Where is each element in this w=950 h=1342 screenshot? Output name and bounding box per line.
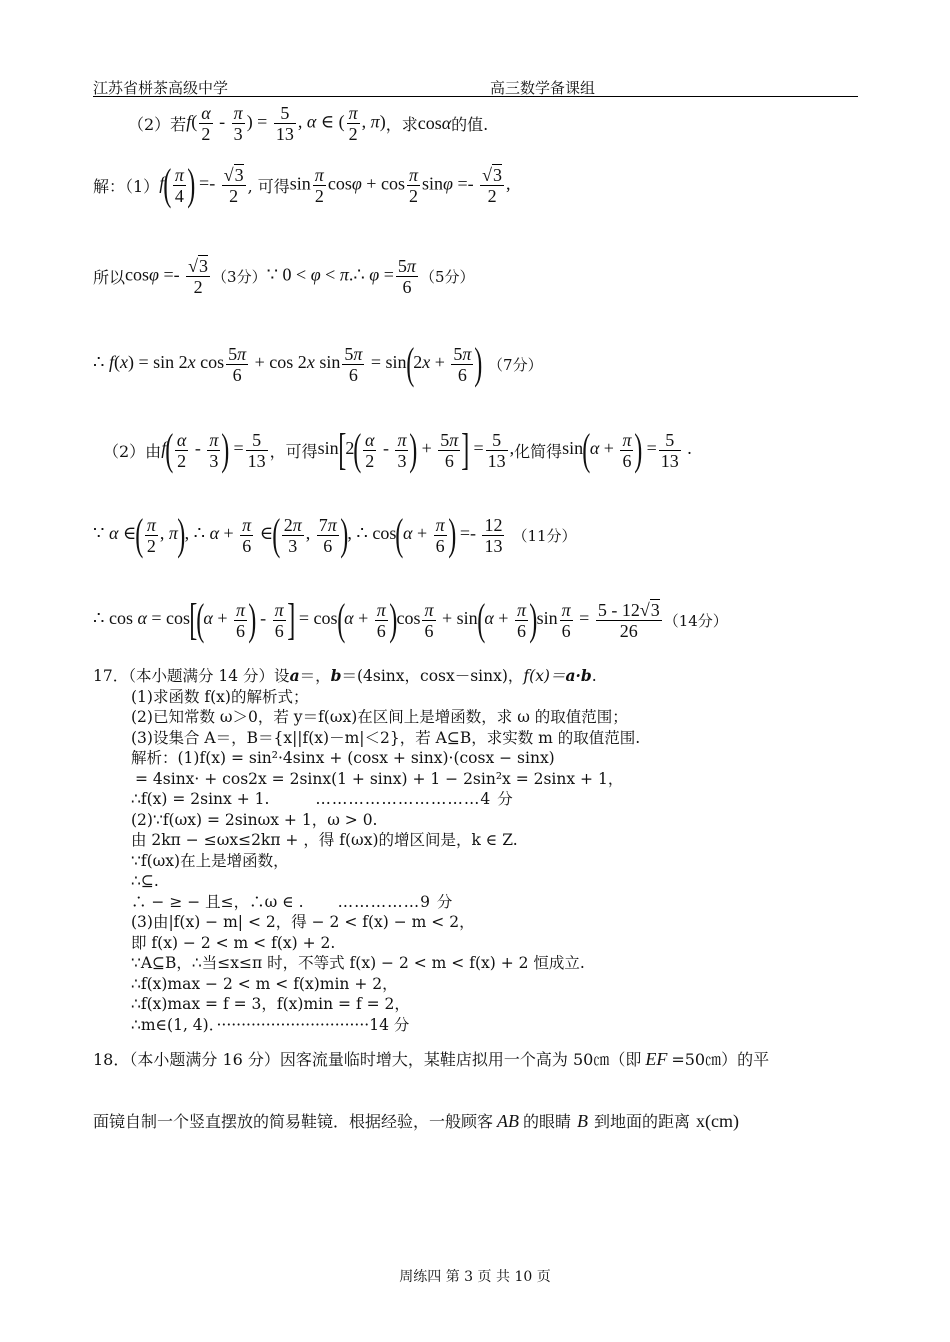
so-label: 所以 — [93, 268, 126, 287]
p17-sol-7: ∴⊆. — [131, 872, 159, 890]
p17-sol-14-dots: ·······························14 分 — [216, 1015, 410, 1034]
problem-17 — [93, 666, 640, 1035]
solution-line-1 — [93, 160, 511, 209]
p17-sol-8-dots: ……………9 分 — [337, 892, 454, 911]
p17-sol-1: 解析：(1)f(x) = sin²·4sinx + (cosx + sinx)·(cosx − sinx) — [131, 749, 555, 767]
p17-sol-14: ∴m∈(1, 4)． — [131, 1015, 217, 1034]
q2-formula: f( $\frac{\alpha}{2}$ - $\frac{\pi}{3}$ ) = $\frac{5}{13}$ , α ∈ ( $\frac{\pi}{2}$ , π) — [186, 103, 386, 144]
p17-item-1: (1)求函数 f(x)的解析式； — [131, 687, 309, 706]
header-group: 高三数学备课组 — [490, 79, 596, 97]
p17-sol-14-line — [131, 1015, 640, 1036]
solution-get: , 可得 — [247, 176, 290, 196]
cos-alpha-formula: ∴ cos α = cos[(α + $\frac{\pi}{6}$ ) - $\frac{\pi}{6}$ ] = cos(α + $\frac{\pi}{6}$ )cos $\frac{\pi}{6}$ + sin(α + $\frac{\pi}{6}$ )sin $\frac{\pi}{6}$ = $\frac{5 - 12√3}{26}$ — [93, 595, 660, 644]
p18-xcm: x(cm) — [696, 1111, 740, 1131]
p18-ef: EF — [645, 1049, 668, 1069]
p17-sol-8-line — [131, 892, 640, 913]
solution-label: 解：（1） — [93, 176, 160, 196]
p17-sol-11: ∵A⊆B，∴当≤x≤π 时，不等式 f(x) − 2 < m < f(x) + 2 恒成立. — [131, 954, 585, 972]
q2-prefix: （2）若 — [128, 115, 187, 134]
p17-sol-3: ∴f(x) = 2sinx + 1. — [131, 790, 270, 808]
solution-formula-1: f( $\frac{\pi}{4}$ ) =- $\frac{√3}{2}$ — [159, 160, 244, 209]
p18-ab: AB — [497, 1111, 520, 1131]
q2-suffix: ，求 — [385, 115, 418, 134]
p17-title-line — [93, 666, 640, 687]
p17-sol-3-line — [131, 789, 640, 810]
solution-line-6 — [93, 595, 728, 644]
part2-prefix: （2）由 — [103, 441, 162, 461]
header-school: 江苏省栟茶高级中学 — [93, 79, 229, 97]
p18-text-1: 18．（本小题满分 16 分）因客流量临时增大，某鞋店拟用一个高为 50㎝（即 — [93, 1050, 642, 1069]
p18-text-1b: =50㎝）的平 — [671, 1050, 770, 1069]
part2-given-formula: f( $\frac{\alpha}{2}$ - $\frac{\pi}{3}$ ) = $\frac{5}{13}$ — [161, 425, 266, 474]
score-11: （11分） — [512, 526, 577, 545]
header-divider — [93, 96, 858, 97]
p17-sol-13: ∴f(x)max = f = 3，f(x)min = f = 2， — [131, 995, 410, 1013]
solution-formula-2: sin $\frac{\pi}{2}$ cosφ + cos $\frac{\pi}{2}$ sinφ =- $\frac{√3}{2}$ , — [289, 164, 511, 206]
problem-18-line-1 — [93, 1047, 769, 1070]
p17-sol-12: ∴f(x)max − 2 < m < f(x)min + 2， — [131, 974, 398, 993]
p17-sol-9: (3)由|f(x) − m| < 2，得 − 2 < f(x) − m < 2， — [131, 913, 475, 931]
part2-simplified-formula: sin(α + $\frac{\pi}{6}$ ) = $\frac{5}{13}$ . — [562, 425, 692, 474]
part2-simplify: 化简得 — [514, 441, 563, 461]
p18-b: B — [577, 1111, 589, 1131]
solution-line-5 — [93, 510, 577, 559]
p17-item-2: (2)已知常数 ω＞0，若 y＝f(ωx)在区间上是增函数，求 ω 的取值范围； — [131, 708, 628, 726]
score-14: （14分） — [663, 611, 728, 630]
q2-tail: 的值. — [451, 115, 489, 134]
p18-text-2c: 到地面的距离 — [594, 1112, 691, 1131]
p17-sol-10: 即 f(x) − 2 < m < f(x) + 2. — [131, 933, 336, 952]
part2-sin-formula: sin[2( $\frac{\alpha}{2}$ - $\frac{\pi}{3}$ ) + $\frac{5\pi}{6}$ ] = $\frac{5}{13}$ , — [317, 425, 515, 474]
p17-sol-8: ∴ − ≥ − 且≤，∴ω ∈ . — [131, 892, 304, 911]
problem-18-line-2 — [93, 1109, 739, 1132]
p18-text-2b: 的眼睛 — [523, 1112, 572, 1131]
vector-b: b — [330, 666, 342, 685]
alpha-range-formula: ∵ α ∈( $\frac{\pi}{2}$ , π), ∴ α + $\frac{\pi}{6}$ ∈( $\frac{2\pi}{3}$ , $\frac{7\pi}{6}$ ), ∴ cos(α + $\frac{\pi}{6}$ ) =- $\frac{12}{13}$ — [93, 510, 503, 559]
p18-text-2: 面镜自制一个竖直摆放的简易鞋镜．根据经验，一般顾客 — [93, 1112, 494, 1131]
p17-sol-3-dots: …………………………4 分 — [315, 790, 514, 808]
vector-a: a — [289, 666, 300, 685]
solution-line-3 — [93, 339, 543, 388]
p17-eq1: ＝， — [299, 667, 331, 685]
p17-dot-product: a·b — [565, 666, 592, 685]
solution-line-4 — [103, 425, 692, 474]
p17-eq2: ＝(4sinx，cosx－sinx)， — [341, 667, 524, 685]
solution-line-2 — [93, 256, 475, 297]
p17-sol-4: (2)∵f(ωx) = 2sinωx + 1，ω > 0. — [131, 810, 378, 829]
question-part2 — [128, 103, 488, 144]
phi-range-formula: ∵ 0 < φ < π.∴ φ = $\frac{5\pi}{6}$ — [266, 256, 416, 297]
p17-end: . — [591, 667, 597, 685]
fx-expansion-formula: ∴ f(x) = sin 2x cos $\frac{5\pi}{6}$ + cos 2x sin $\frac{5\pi}{6}$ = sin(2x + $\frac{5\pi}{6}$ ) — [93, 339, 483, 388]
cos-phi-formula: cosφ =- $\frac{√3}{2}$ — [125, 256, 209, 297]
q2-cos-alpha: cosα — [417, 113, 452, 133]
p17-sol-2: = 4sinx· + cos2x = 2sinx(1 + sinx) + 1 − 2sin²x = 2sinx + 1， — [135, 769, 624, 788]
p17-sol-5: 由 2kπ − ≤ωx≤2kπ + ，得 f(ωx)的增区间是，k ∈ Z. — [131, 831, 518, 849]
score-5: （5分） — [419, 268, 475, 286]
p17-sol-6: ∵f(ωx)在上是增函数， — [131, 851, 289, 870]
p17-fx: f(x)＝ — [523, 667, 566, 685]
part2-get: ，可得 — [269, 441, 318, 461]
score-7: （7分） — [488, 355, 543, 374]
page-footer: 周练四 第 3 页 共 10 页 — [399, 1269, 551, 1285]
p17-item-3: (3)设集合 A＝，B＝{x||f(x)－m|＜2}，若 A⊆B，求实数 m 的取值范围. — [131, 728, 641, 747]
score-3: （3分） — [212, 268, 267, 286]
p17-title: 17．（本小题满分 14 分）设 — [93, 667, 290, 685]
